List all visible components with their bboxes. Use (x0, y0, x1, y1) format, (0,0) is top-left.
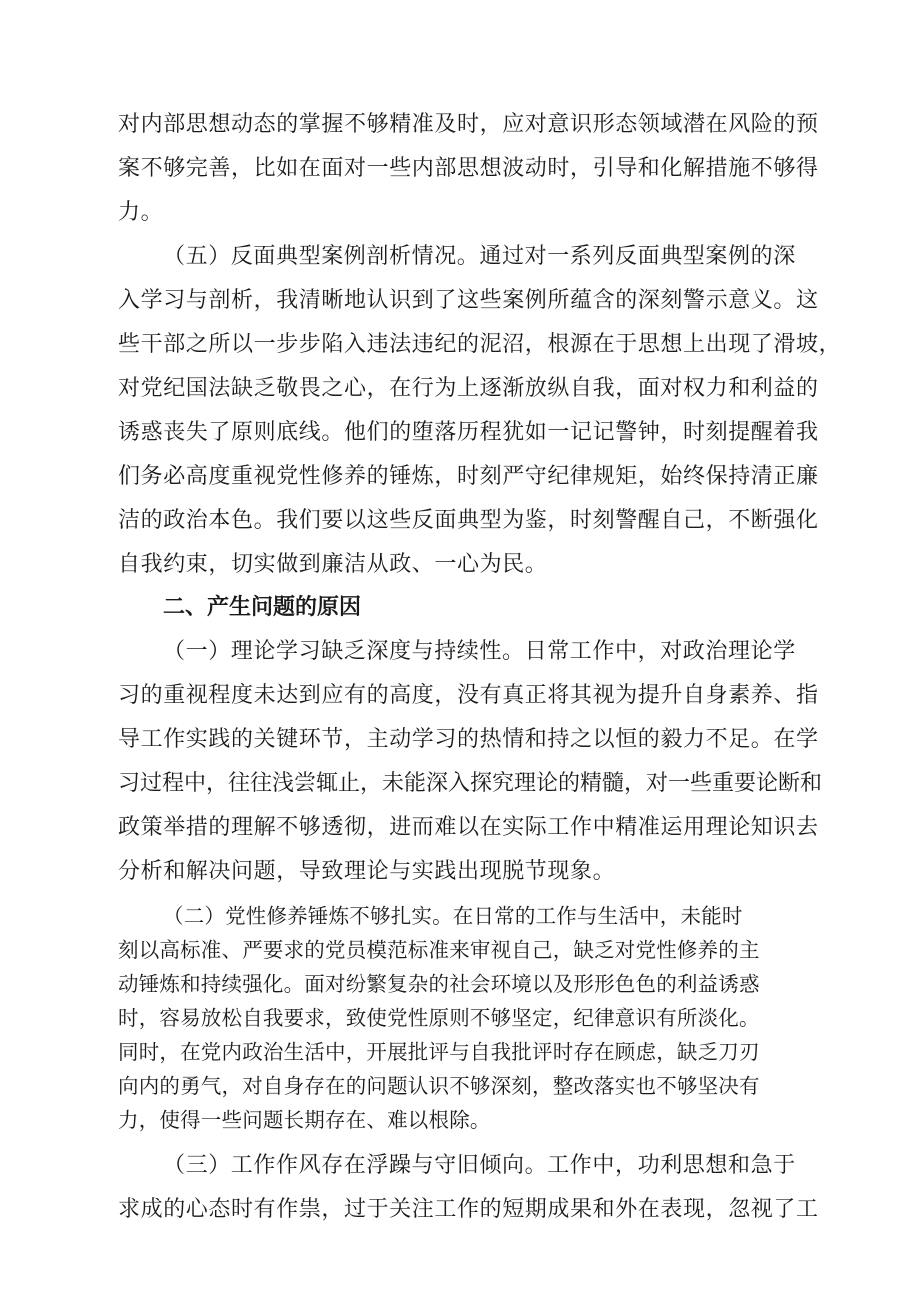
section-one-line-5: 政策举措的理解不够透彻，进而难以在实际工作中精准运用理论知识去 (118, 815, 819, 840)
section-three-line-2: 求成的心态时有作祟，过于关注工作的短期成果和外在表现，忽视了工 (118, 1197, 819, 1222)
section-three-line-1: （三）工作作风存在浮躁与守旧倾向。工作中，功利思想和急于 (163, 1153, 796, 1178)
section-two-heading: 二、产生问题的原因 (163, 595, 362, 620)
section-one-line-1: （一）理论学习缺乏深度与持续性。日常工作中，对政治理论学 (163, 639, 796, 664)
section-five-line-2: 入学习与剖析，我清晰地认识到了这些案例所蕴含的深刻警示意义。这 (118, 288, 819, 313)
section-one-line-6: 分析和解决问题，导致理论与实践出现脱节现象。 (118, 859, 616, 884)
section-two-line-2: 刻以高标准、严要求的党员模范标准来审视自己，缺乏对党性修养的主 (118, 938, 760, 962)
section-one-line-3: 导工作实践的关键环节，主动学习的热情和持之以恒的毅力不足。在学 (118, 727, 819, 752)
section-two-line-5: 同时，在党内政治生活中，开展批评与自我批评时存在顾虑，缺乏刀刃 (118, 1040, 760, 1064)
section-five-line-1: （五）反面典型案例剖析情况。通过对一系列反面典型案例的深 (163, 244, 796, 269)
section-two-line-7: 力，使得一些问题长期存在、难以根除。 (118, 1108, 491, 1132)
section-two-line-1: （二）党性修养锤炼不够扎实。在日常的工作与生活中，未能时 (163, 904, 743, 928)
section-two-line-4: 时，容易放松自我要求，致使党性原则不够坚定，纪律意识有所淡化。 (118, 1006, 760, 1030)
section-one-line-4: 习过程中，往往浅尝辄止，未能深入探究理论的精髓，对一些重要论断和 (118, 771, 823, 796)
intro-line-3: 力。 (118, 200, 164, 225)
intro-line-2: 案不够完善，比如在面对一些内部思想波动时，引导和化解措施不够得 (118, 156, 819, 181)
intro-line-1: 对内部思想动态的掌握不够精准及时，应对意识形态领域潜在风险的预 (118, 112, 819, 137)
section-five-line-3: 些干部之所以一步步陷入违法违纪的泥沼，根源在于思想上出现了滑坡， (118, 332, 842, 357)
section-five-line-8: 自我约束，切实做到廉洁从政、一心为民。 (118, 552, 548, 577)
section-two-line-6: 向内的勇气，对自身存在的问题认识不够深刻，整改落实也不够坚决有 (118, 1074, 760, 1098)
section-five-line-7: 洁的政治本色。我们要以这些反面典型为鉴，时刻警醒自己，不断强化 (118, 508, 819, 533)
section-one-line-2: 习的重视程度未达到应有的高度，没有真正将其视为提升自身素养、指 (118, 683, 819, 708)
section-two-line-3: 动锤炼和持续强化。面对纷繁复杂的社会环境以及形形色色的利益诱惑 (118, 972, 760, 996)
section-five-line-6: 们务必高度重视党性修养的锤炼，时刻严守纪律规矩，始终保持清正廉 (118, 464, 819, 489)
section-five-line-5: 诱惑丧失了原则底线。他们的堕落历程犹如一记记警钟，时刻提醒着我 (118, 420, 819, 445)
section-five-line-4: 对党纪国法缺乏敬畏之心，在行为上逐渐放纵自我，面对权力和利益的 (118, 376, 819, 401)
